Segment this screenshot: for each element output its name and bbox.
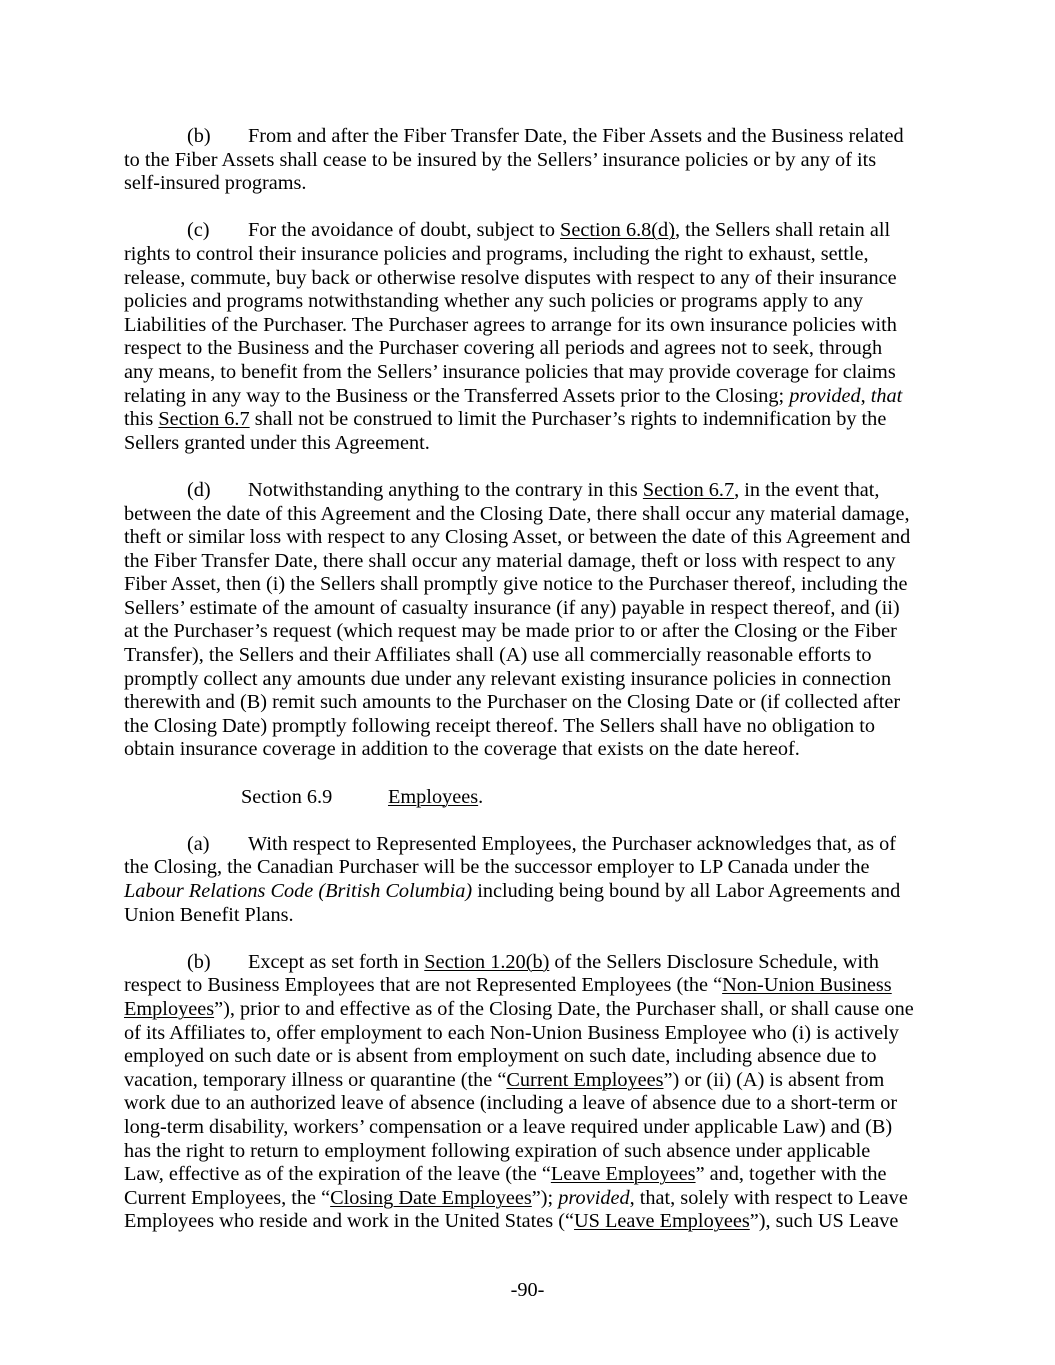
text-line [124,715,944,739]
text-segment: this [124,408,159,431]
text-line [124,361,944,385]
text-segment: promptly collect any amounts due under any relevant existing insurance policies in connection [124,667,892,690]
text-segment: obtain insurance coverage in addition to the coverage that exists on the date hereof. [124,738,800,761]
text-segment: the Closing Date) promptly following receipt thereof. The Sellers shall have no obligation to [124,714,875,737]
text-line [124,526,944,550]
text-segment: Employees who reside and work in the United States (“ [124,1210,575,1233]
text-segment: the Closing, the Canadian Purchaser will be the successor employer to LP Canada under the [124,856,870,879]
defined-term-reference: Section 1.20(b) [424,950,550,973]
text-line [124,1140,944,1164]
text-segment: policies and programs notwithstanding whether any such policies or programs apply to any [124,290,863,313]
text-line [124,833,944,857]
text-line [124,1187,944,1211]
text-segment: has the right to return to employment following expiration of such absence under applicable [124,1139,871,1162]
text-segment: ”), prior to and effective as of the Closing Date, the Purchaser shall, or shall cause one [214,997,914,1020]
text-segment: For the avoidance of doubt, subject to [248,219,561,242]
text-segment: relating in any way to the Business or the Transferred Assets prior to the Closing; [124,384,790,407]
text-line [124,432,944,456]
paragraph [124,951,944,1234]
text-line [124,1045,944,1069]
defined-term-reference: US Leave Employees [574,1210,750,1233]
text-line [124,620,944,644]
text-line [124,974,944,998]
defined-term-reference: Section 6.7 [158,408,250,431]
text-segment: ” and, together with the [695,1163,887,1186]
text-segment: rights to control their insurance policies and programs, including the right to exhaust, settle, [124,242,869,265]
paragraph-label: (b) [187,950,211,973]
text-segment: at the Purchaser’s request (which request may be made prior to or after the Closing or the Fiber [124,620,897,643]
text-line [124,314,944,338]
text-line [124,880,944,904]
section-title: Employees [388,785,479,808]
document-body [124,125,944,1258]
text-line [124,550,944,574]
text-segment: ”); [531,1186,559,1209]
text-segment: the Fiber Transfer Date, there shall occur any material damage, theft or loss with respect to any [124,549,896,572]
text-segment: Union Benefit Plans. [124,903,294,926]
paragraph-label: (c) [187,219,210,242]
text-line [124,1210,944,1234]
text-segment: employed on such date or is absent from employment on such date, including absence due to [124,1045,877,1068]
paragraph-label: (a) [187,832,210,855]
text-segment: long-term disability, workers’ compensation or a leave required under applicable Law) and (B) [124,1115,893,1138]
section-6-8-paragraphs [124,125,944,762]
text-line [124,385,944,409]
defined-term-reference: Section 6.8(d) [560,219,675,242]
text-segment: Current Employees, the “ [124,1186,331,1209]
text-segment: to the Fiber Assets shall cease to be insured by the Sellers’ insurance policies or by any of its [124,148,877,171]
text-line [124,219,944,243]
section-number: Section 6.9 [241,785,333,808]
text-line [124,1022,944,1046]
text-segment: Law, effective as of the expiration of the leave (the “ [124,1163,551,1186]
text-segment: Fiber Asset, then (i) the Sellers shall promptly give notice to the Purchaser thereof, including the [124,573,908,596]
italic-text: provided [558,1186,630,1209]
paragraph [124,125,944,196]
section-title-period: . [478,785,484,808]
section-6-9-paragraphs [124,833,944,1234]
text-segment: Liabilities of the Purchaser. The Purchaser agrees to arrange for its own insurance policies with [124,313,897,336]
text-segment: of the Sellers Disclosure Schedule, with [549,950,879,973]
text-line [124,691,944,715]
text-line [124,267,944,291]
text-segment: Transfer), the Sellers and their Affiliates shall (A) use all commercially reasonable efforts to [124,644,872,667]
text-segment: Sellers’ estimate of the amount of casualty insurance (if any) payable in respect thereof, and (ii) [124,596,900,619]
defined-term-reference: Non-Union Business [722,974,892,997]
text-segment: release, commute, buy back or otherwise resolve disputes with respect to any of their insurance [124,266,897,289]
paragraph [124,219,944,455]
text-line [124,479,944,503]
text-line [124,644,944,668]
text-segment: including being bound by all Labor Agreements and [472,880,901,902]
text-line [124,998,944,1022]
section-heading [124,786,944,810]
text-segment: ”), such US Leave [749,1210,899,1233]
text-line [124,856,944,880]
text-line [124,951,944,975]
defined-term-reference: Leave Employees [550,1163,696,1186]
text-segment: theft or similar loss with respect to any Closing Asset, or between the date of this Agreement and [124,526,911,549]
italic-text: Labour Relations Code (British Columbia) [124,880,473,902]
text-segment: of its Affiliates to, offer employment to each Non-Union Business Employee who (i) is actively [124,1021,899,1044]
text-line [124,1116,944,1140]
text-line [124,597,944,621]
text-line [124,172,944,196]
text-segment: Except as set forth in [248,950,425,973]
text-segment: , the Sellers shall retain all [674,219,891,242]
defined-term-reference: Section 6.7 [642,478,735,501]
text-segment: any means, to benefit from the Sellers’ insurance policies that may provide coverage for claims [124,360,896,383]
text-segment: , in the event that, [734,478,880,501]
defined-term-reference: Closing Date Employees [330,1186,532,1209]
text-segment: , [860,384,871,407]
text-segment: With respect to Represented Employees, the Purchaser acknowledges that, as of [248,832,896,855]
text-line [124,337,944,361]
paragraph-label: (b) [187,125,211,147]
text-segment: Sellers granted under this Agreement. [124,431,430,454]
text-segment: vacation, temporary illness or quarantine (the “ [124,1068,507,1091]
text-segment: therewith and (B) remit such amounts to the Purchaser on the Closing Date or (if collected after [124,691,901,714]
text-segment: ”) or (ii) (A) is absent from [663,1068,885,1091]
text-line [124,1092,944,1116]
italic-text: that [870,384,903,407]
text-segment: self-insured programs. [124,172,307,195]
text-line [124,1069,944,1093]
text-segment: From and after the Fiber Transfer Date, the Fiber Assets and the Business related [248,125,904,147]
text-segment: between the date of this Agreement and the Closing Date, there shall occur any material damage, [124,502,910,525]
paragraph [124,479,944,762]
text-line [124,503,944,527]
defined-term-reference: Current Employees [506,1068,664,1091]
text-line [124,573,944,597]
paragraph-label: (d) [187,478,211,501]
text-line [124,1163,944,1187]
italic-text: provided [789,384,861,407]
text-line [124,904,944,928]
text-line [124,149,944,173]
text-line [124,125,944,149]
text-segment: work due to an authorized leave of absence (including a leave of absence due to a short-term or [124,1092,898,1115]
text-line [124,668,944,692]
page-number: -90- [510,1279,545,1301]
text-line [124,243,944,267]
text-segment: respect to Business Employees that are not Represented Employees (the “ [124,974,723,997]
text-line [124,290,944,314]
paragraph [124,833,944,927]
text-line [124,408,944,432]
text-segment: , that, solely with respect to Leave [629,1186,908,1209]
text-segment: Notwithstanding anything to the contrary in this [248,478,643,501]
text-line [124,738,944,762]
text-segment: shall not be construed to limit the Purchaser’s rights to indemnification by the [249,408,887,431]
text-segment: respect to the Business and the Purchaser covering all periods and agrees not to seek, through [124,337,883,360]
defined-term-reference: Employees [124,997,215,1020]
